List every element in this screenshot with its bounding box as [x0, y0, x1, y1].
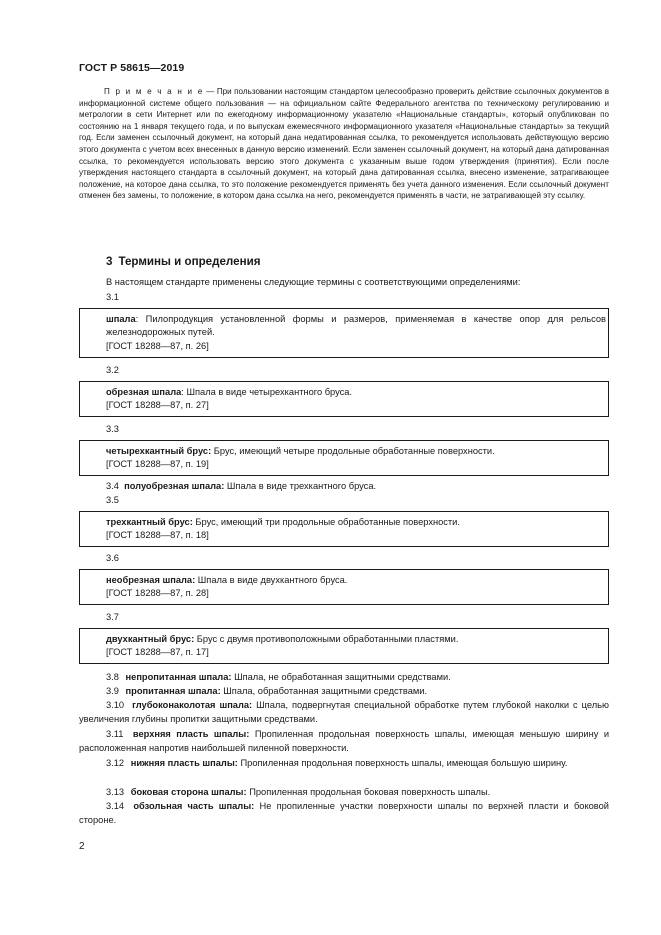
- section-number: 3: [106, 255, 113, 268]
- term-definition: [106, 445, 608, 458]
- term-paragraph: [79, 684, 609, 698]
- term-definition: обрезная шпала: Шпала в виде четырехкантного бруса.: [106, 387, 353, 397]
- term-box: [79, 308, 609, 358]
- term-paragraph: [79, 698, 609, 726]
- term-source: [ГОСТ 18288—87, п. 26]: [106, 340, 209, 351]
- term-paragraph: [79, 670, 609, 684]
- term-number: 3.10: [106, 700, 125, 710]
- term-box: [79, 511, 609, 547]
- term-number: 3.6: [106, 553, 119, 563]
- term-source: [ГОСТ 18288—87, п. 28]: [106, 588, 209, 599]
- term-definition: [106, 516, 608, 529]
- term-source: [ГОСТ 18288—87, п. 18]: [106, 530, 209, 541]
- term-name: трехкантный брус:: [106, 517, 193, 527]
- term-number: 3.13: [106, 787, 125, 797]
- term-name: обзольная часть шпалы:: [133, 801, 255, 811]
- term-number: 3.14: [106, 801, 125, 811]
- term-box: [79, 440, 609, 476]
- term-number: 3.5: [106, 495, 119, 505]
- term-number: 3.1: [106, 292, 119, 302]
- term-paragraph: [79, 756, 609, 770]
- term-number: 3.4: [106, 481, 119, 491]
- term-number: 3.11: [106, 729, 124, 739]
- term-definition-text: Не пропиленные участки поверхности шпалы по верхней пласти и боковой стороне.: [79, 801, 609, 825]
- term-definition: шпала: Пилопродукция установленной формы и размеров, применяемая в качестве опор для рельсов железнодорожных путей.: [106, 314, 606, 338]
- term-definition-text: Пропиленная продольная поверхность шпалы, имеющая большую ширину.: [240, 758, 568, 768]
- term-paragraph: [79, 785, 609, 799]
- standard-header: ГОСТ Р 58615—2019: [79, 62, 185, 74]
- term-name: верхняя пласть шпалы:: [132, 729, 250, 739]
- term-source: [ГОСТ 18288—87, п. 27]: [106, 400, 209, 411]
- term-definition-text: Пропиленная продольная боковая поверхность шпалы.: [249, 787, 491, 797]
- note-text: — При пользовании настоящим стандартом целесообразно проверить действие ссылочных документов в информационной системе общего пользования — на официальном сайте Федерального агентства по техническому регулированию и метрологии в сети Интернет или по ежегодному информационному указателю «Национальные стандарты», который опубликован по состоянию на 1 января текущего года, и по выпускам ежемесячного информационного указателя «Национальные стандарты» за текущий год. Если заменен ссылочный документ, на который дана недатированная ссылка, то рекомендуется использовать действующую версию этого документа с учетом всех внесенных в данную версию изменений. Если заменен ссылочный документ, на который дана датированная ссылка, то рекомендуется использовать версию этого документа с указанным выше годом утверждения (принятия). Если после утверждения настоящего стандарта в ссылочный документ, на который дана датированная ссылка, внесено изменение, затрагивающее положение, на которое дана ссылка, то это положение рекомендуется применять без учета данного изменения. Если ссылочный документ отменен без замены, то положение, в котором дана ссылка на него, рекомендуется применять в части, не затрагивающей эту ссылку.: [79, 87, 609, 201]
- term-box: [79, 628, 609, 664]
- term-definition-text: Шпала, подвергнутая специальной обработке путем глубокой наколки с целью увеличения глубины пропитки защитными средствами.: [79, 700, 609, 724]
- section-title: [106, 255, 261, 268]
- term-definition-text: Брус, имеющий четыре продольные обработанные поверхности.: [213, 446, 495, 456]
- term-definition-text: Шпала, обработанная защитными средствами.: [223, 686, 428, 696]
- term-name: непропитанная шпала:: [125, 672, 232, 682]
- term-number: 3.7: [106, 612, 119, 622]
- term-definition: [106, 633, 608, 646]
- section-heading: Термины и определения: [118, 255, 261, 268]
- term-number: 3.9: [106, 686, 119, 696]
- term-number: 3.12: [106, 758, 125, 768]
- term-box: [79, 381, 609, 417]
- term-definition-text: Брус, имеющий три продольные обработанные поверхности.: [195, 517, 460, 527]
- term-number: 3.8: [106, 672, 119, 682]
- term-name: нижняя пласть шпалы:: [130, 758, 238, 768]
- page-number: 2: [79, 841, 85, 852]
- term-3-4: [106, 481, 376, 491]
- term-definition-text: Шпала в виде трехкантного бруса.: [226, 481, 377, 491]
- term-definition-text: Пропиленная продольная поверхность шпалы, имеющая меньшую ширину и расположенная напротив наибольшей пиленной поверхности.: [79, 729, 610, 753]
- term-name: необрезная шпала:: [106, 575, 196, 585]
- term-box: [79, 569, 609, 605]
- term-paragraph: [79, 799, 609, 827]
- term-name: четырехкантный брус:: [106, 446, 212, 456]
- term-name: глубоконаколотая шпала:: [132, 700, 253, 710]
- term-source: [ГОСТ 18288—87, п. 19]: [106, 459, 209, 470]
- term-definition-text: Пилопродукция установленной формы и размеров, применяемая в качестве опор для рельсов железнодорожных путей.: [106, 314, 606, 338]
- term-name: шпала: [106, 314, 136, 324]
- term-definition-text: Брус с двумя противоположными обработанными пластями.: [196, 634, 459, 644]
- term-name: боковая сторона шпалы:: [130, 787, 247, 797]
- term-number: 3.2: [106, 365, 119, 375]
- term-number: 3.3: [106, 424, 119, 434]
- section-intro: В настоящем стандарте применены следующие термины с соответствующими определениями:: [106, 277, 521, 287]
- term-definition-text: Шпала, не обработанная защитными средствами.: [234, 672, 451, 682]
- term-paragraph: [79, 727, 609, 755]
- term-name: обрезная шпала: [106, 387, 182, 397]
- term-definition-text: Шпала в виде двухкантного бруса.: [197, 575, 348, 585]
- term-name: пропитанная шпала:: [125, 686, 221, 696]
- term-definition-text: Шпала в виде четырехкантного бруса.: [186, 387, 353, 397]
- term-definition: [106, 574, 608, 587]
- term-name: полуобрезная шпала:: [124, 481, 225, 491]
- note-label: П р и м е ч а н и е: [104, 87, 204, 96]
- term-source: [ГОСТ 18288—87, п. 17]: [106, 647, 209, 658]
- term-name: двухкантный брус:: [106, 634, 195, 644]
- reference-note: [79, 86, 609, 202]
